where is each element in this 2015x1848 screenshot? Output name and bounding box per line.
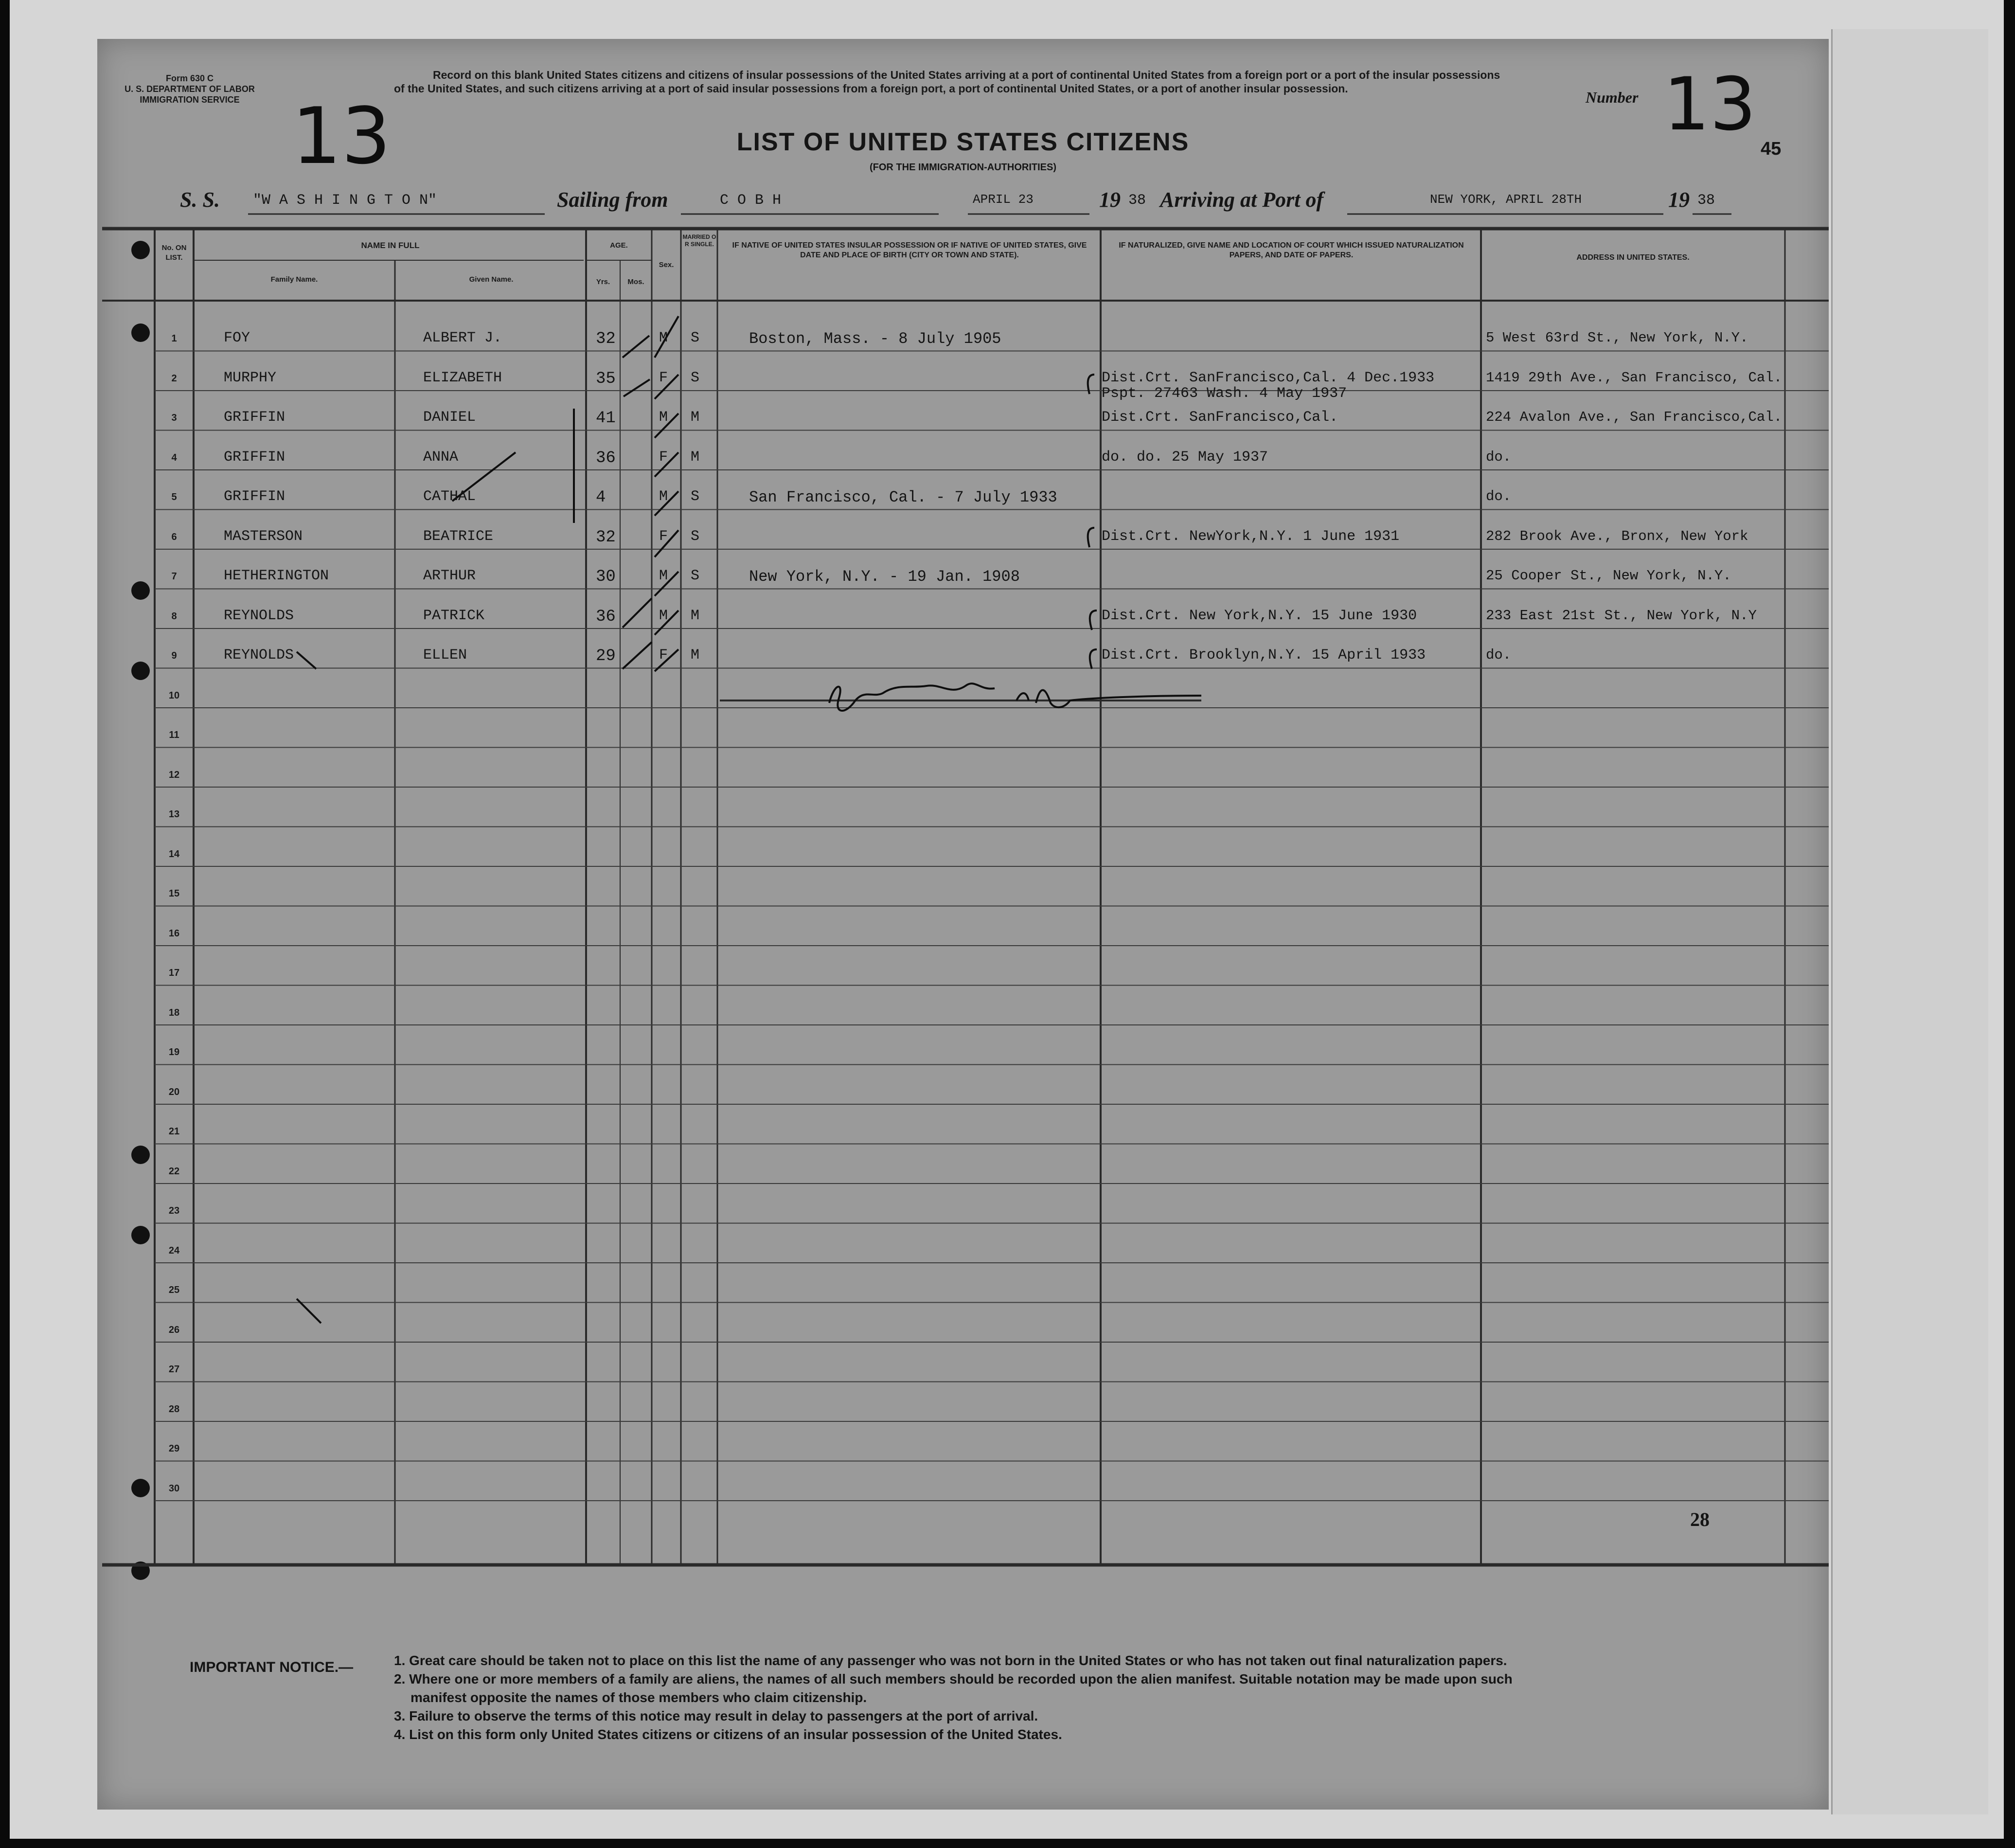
row-number: 14 xyxy=(168,848,180,860)
us-address: 1419 29th Ave., San Francisco, Cal. xyxy=(1486,369,1783,386)
row-number: 5 xyxy=(171,492,177,502)
family-name: MURPHY xyxy=(224,369,277,386)
given-name: DANIEL xyxy=(423,409,476,426)
col-header-address: ADDRESS IN UNITED STATES. xyxy=(1576,253,1690,262)
place-date-of-birth: San Francisco, Cal. - 7 July 1933 xyxy=(749,488,1057,506)
record-instructions: Record on this blank United States citizens and citizens of insular possessions of the United States arriving at a port of continental United States from a foreign port or a port of the insular possessions of the United States, and such citizens arriving at a port of said insular possessions from a foreign port, a port of continental United States, or a port of another insular possession. xyxy=(394,69,1500,95)
given-name: BEATRICE xyxy=(423,528,494,545)
naturalization-court: Dist.Crt. SanFrancisco,Cal. 4 Dec.1933 xyxy=(1102,369,1435,386)
form-number: Form 630 C xyxy=(165,73,214,83)
passport-details: Pspt. 27463 Wash. 4 May 1937 xyxy=(1102,385,1347,402)
row-number: 1 xyxy=(171,333,177,344)
ss-label: S. S. xyxy=(180,188,220,212)
sex: F xyxy=(659,369,668,386)
given-name: ARTHUR xyxy=(423,568,476,584)
row-number: 18 xyxy=(168,1007,180,1018)
row-number: 25 xyxy=(168,1285,180,1295)
col-header-name: NAME IN FULL xyxy=(361,241,420,250)
naturalization-court: do. do. 25 May 1937 xyxy=(1102,449,1268,466)
port-of-arrival: NEW YORK, APRIL 28TH xyxy=(1430,192,1582,207)
row-number: 20 xyxy=(168,1086,180,1097)
arrival-year-prefix: 19 xyxy=(1668,188,1690,212)
family-name: GRIFFIN xyxy=(224,488,285,505)
arriving-label: Arriving at Port of xyxy=(1160,188,1324,212)
family-name: HETHERINGTON xyxy=(224,568,329,584)
marital-status: M xyxy=(691,449,700,466)
age-years: 32 xyxy=(596,330,616,348)
given-name: ELLEN xyxy=(423,647,467,664)
row-number: 4 xyxy=(171,452,177,463)
col-header-years: Yrs. xyxy=(596,278,610,286)
col-header-given-name: Given Name. xyxy=(469,275,514,284)
page-subtitle: (FOR THE IMMIGRATION-AUTHORITIES) xyxy=(869,162,1057,173)
row-number: 21 xyxy=(168,1126,180,1137)
given-name: ANNA xyxy=(423,449,459,466)
col-header-sex: Sex. xyxy=(659,261,674,269)
sex: F xyxy=(659,647,668,664)
row-number: 10 xyxy=(168,690,180,701)
family-name: GRIFFIN xyxy=(224,449,285,466)
sex: F xyxy=(659,449,668,466)
us-address: 224 Avalon Ave., San Francisco,Cal. xyxy=(1486,409,1783,425)
us-address: do. xyxy=(1486,647,1512,663)
sailing-date: APRIL 23 xyxy=(973,192,1034,207)
row-number: 7 xyxy=(171,571,177,582)
notice-item-3: 3. Failure to observe the terms of this notice may result in delay to passengers at the port of arrival. xyxy=(394,1708,1038,1723)
given-name: ELIZABETH xyxy=(423,369,502,386)
ship-name: "W A S H I N G T O N" xyxy=(253,192,437,209)
age-years: 29 xyxy=(596,647,616,665)
age-years: 36 xyxy=(596,449,616,467)
us-address: 25 Cooper St., New York, N.Y. xyxy=(1486,568,1731,584)
sex: M xyxy=(659,568,668,584)
row-number: 12 xyxy=(168,769,180,780)
arrival-year-suffix: 38 xyxy=(1697,192,1715,209)
given-name: CATHAL xyxy=(423,488,476,505)
given-name: PATRICK xyxy=(423,607,485,624)
sailing-year-prefix: 19 xyxy=(1099,188,1121,212)
row-number: 28 xyxy=(168,1403,180,1415)
col-header-age: AGE. xyxy=(610,241,628,250)
page-number: 45 xyxy=(1761,139,1782,159)
row-number: 27 xyxy=(168,1364,180,1375)
age-years: 4 xyxy=(596,488,606,507)
col-header-native-birth: IF NATIVE OF UNITED STATES INSULAR POSSESSION OR IF NATIVE OF UNITED STATES, GIVE DATE AND PLACE OF BIRTH (CITY OR TOWN AND STATE). xyxy=(732,241,1087,259)
row-number: 9 xyxy=(171,650,177,661)
sailing-label: Sailing from xyxy=(557,188,668,212)
us-address: do. xyxy=(1486,449,1512,465)
col-header-naturalized: IF NATURALIZED, GIVE NAME AND LOCATION OF COURT WHICH ISSUED NATURALIZATION PAPERS, AND DATE OF PAPERS. xyxy=(1119,241,1464,259)
naturalization-court: Dist.Crt. SanFrancisco,Cal. xyxy=(1102,409,1338,426)
us-address: 233 East 21st St., New York, N.Y xyxy=(1486,607,1757,624)
marital-status: M xyxy=(691,647,700,664)
col-header-married-single: MARRIED OR SINGLE. xyxy=(682,233,716,248)
handwritten-list-number: 13 xyxy=(292,90,391,181)
given-name: ALBERT J. xyxy=(423,330,502,346)
family-name: FOY xyxy=(224,330,250,346)
notice-item-1: 1. Great care should be taken not to place on this list the name of any passenger who was not born in the United States or who has not taken out final naturalization papers. xyxy=(394,1653,1507,1668)
marital-status: S xyxy=(691,488,700,505)
col-header-family-name: Family Name. xyxy=(270,275,318,284)
sex: M xyxy=(659,330,668,346)
family-name: REYNOLDS xyxy=(224,607,294,624)
department-name: U. S. DEPARTMENT OF LABOR xyxy=(125,84,255,94)
sex: M xyxy=(659,488,668,505)
row-number: 13 xyxy=(168,809,180,820)
row-number: 29 xyxy=(168,1443,180,1454)
row-number: 30 xyxy=(168,1483,180,1494)
marital-status: M xyxy=(691,607,700,624)
naturalization-court: Dist.Crt. Brooklyn,N.Y. 15 April 1933 xyxy=(1102,647,1426,664)
col-header-months: Mos. xyxy=(627,278,644,286)
row-number: 26 xyxy=(168,1324,180,1335)
row-number: 6 xyxy=(171,531,177,542)
marital-status: S xyxy=(691,330,700,346)
place-date-of-birth: New York, N.Y. - 19 Jan. 1908 xyxy=(749,568,1020,586)
important-notice xyxy=(190,1651,1843,1744)
row-number: 3 xyxy=(171,413,177,423)
row-number: 17 xyxy=(168,968,180,978)
handwritten-number: 13 xyxy=(1663,62,1756,147)
row-number: 2 xyxy=(171,373,177,384)
row-number: 15 xyxy=(168,888,180,899)
us-address: 282 Brook Ave., Bronx, New York xyxy=(1486,528,1748,544)
family-name: MASTERSON xyxy=(224,528,303,545)
naturalization-court: Dist.Crt. New York,N.Y. 15 June 1930 xyxy=(1102,607,1417,624)
age-years: 32 xyxy=(596,528,616,547)
family-name: GRIFFIN xyxy=(224,409,285,426)
sex: M xyxy=(659,607,668,624)
row-number: 22 xyxy=(168,1166,180,1177)
sex: F xyxy=(659,528,668,545)
naturalization-court: Dist.Crt. NewYork,N.Y. 1 June 1931 xyxy=(1102,528,1400,545)
row-number: 11 xyxy=(169,730,179,740)
place-date-of-birth: Boston, Mass. - 8 July 1905 xyxy=(749,330,1001,348)
col-header-no: No. ON LIST. xyxy=(161,244,187,262)
marital-status: S xyxy=(691,568,700,584)
notice-item-2-cont: manifest opposite the names of those members who claim citizenship. xyxy=(410,1690,867,1705)
footer-number: 28 xyxy=(1690,1508,1710,1530)
notice-item-2: 2. Where one or more members of a family are aliens, the names of all such members should be recorded upon the alien manifest. Suitable notation may be made upon such xyxy=(394,1671,1513,1687)
official-signature xyxy=(297,683,1201,1323)
number-label: Number xyxy=(1586,89,1639,106)
age-years: 41 xyxy=(596,409,616,428)
marital-status: S xyxy=(691,369,700,386)
age-years: 36 xyxy=(596,607,616,626)
row-number: 19 xyxy=(168,1047,180,1058)
age-years: 35 xyxy=(596,369,616,388)
sex: M xyxy=(659,409,668,426)
family-name: REYNOLDS xyxy=(224,647,294,664)
port-of-departure: C O B H xyxy=(720,192,782,209)
row-number: 16 xyxy=(168,928,180,939)
row-number: 24 xyxy=(168,1245,180,1256)
marital-status: S xyxy=(691,528,700,545)
row-number: 8 xyxy=(171,610,177,622)
notice-heading: IMPORTANT NOTICE.— xyxy=(190,1659,354,1675)
row-number: 23 xyxy=(168,1205,180,1216)
us-address: 5 West 63rd St., New York, N.Y. xyxy=(1486,330,1748,346)
marital-status: M xyxy=(691,409,700,426)
page-title: LIST OF UNITED STATES CITIZENS xyxy=(736,128,1190,156)
age-years: 30 xyxy=(596,568,616,586)
notice-item-4: 4. List on this form only United States citizens or citizens of an insular possession of the United States. xyxy=(394,1727,1062,1742)
sailing-year-suffix: 38 xyxy=(1128,192,1146,209)
service-name: IMMIGRATION SERVICE xyxy=(140,95,240,105)
us-address: do. xyxy=(1486,488,1512,504)
